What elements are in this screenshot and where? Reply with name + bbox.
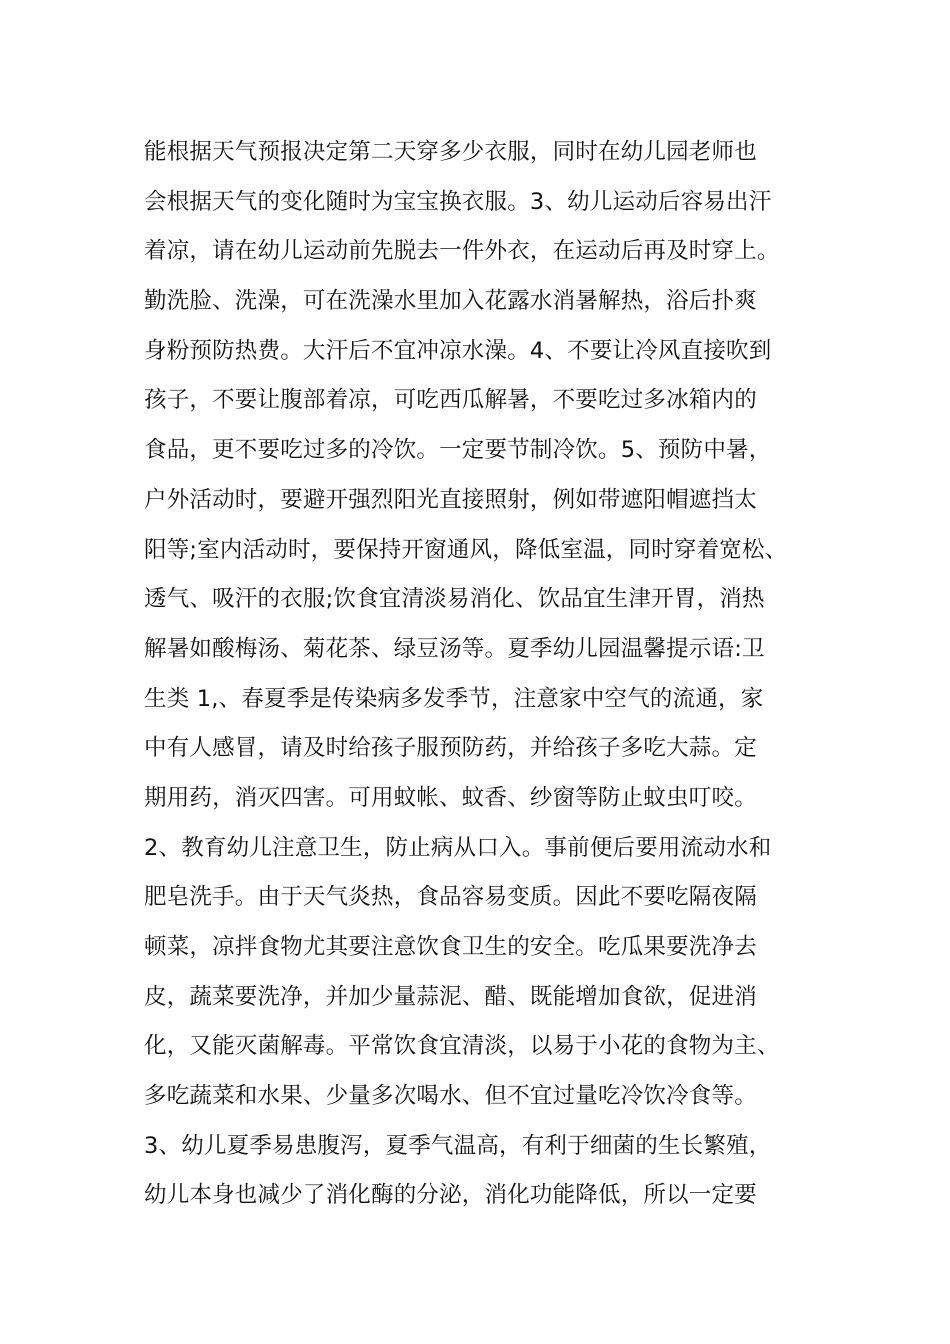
- text-line-13: 中有人感冒，请及时给孩子服预防药，并给孩子多吃大蒜。定: [144, 735, 757, 762]
- text-line-15: 2、教育幼儿注意卫生，防止病从口入。事前便后要用流动水和: [144, 834, 772, 861]
- text-line-9: 阳等;室内活动时，要保持开窗通风，降低室温，同时穿着宽松、: [144, 536, 788, 563]
- text-line-8: 户外活动时，要避开强烈阳光直接照射，例如带遮阳帽遮挡太: [144, 486, 757, 513]
- text-line-21: 3、幼儿夏季易患腹泻，夏季气温高，有利于细菌的生长繁殖，: [144, 1132, 772, 1159]
- text-line-19: 化，又能灭菌解毒。平常饮食宜清淡，以易于小花的食物为主、: [144, 1033, 780, 1060]
- text-line-17: 顿菜，凉拌食物尤其要注意饮食卫生的安全。吃瓜果要洗净去: [144, 934, 757, 960]
- text-line-6: 孩子，不要让腹部着凉，可吃西瓜解暑，不要吃过多冰箱内的: [144, 387, 757, 414]
- text-line-16: 肥皂洗手。由于天气炎热，食品容易变质。因此不要吃隔夜隔: [144, 884, 757, 911]
- text-line-18: 皮，蔬菜要洗净，并加少量蒜泥、醋、既能增加食欲，促进消: [144, 983, 757, 1010]
- text-line-2: 会根据天气的变化随时为宝宝换衣服。3、幼儿运动后容易出汗: [144, 188, 772, 215]
- text-line-5: 身粉预防热费。大汗后不宜冲凉水澡。4、不要让冷风直接吹到: [144, 337, 772, 364]
- text-line-22: 幼儿本身也减少了消化酶的分泌，消化功能降低，所以一定要: [144, 1182, 757, 1209]
- text-line-14: 期用药，消灭四害。可用蚊帐、蚊香、纱窗等防止蚊虫叮咬。: [144, 784, 757, 811]
- text-line-20: 多吃蔬菜和水果、少量多次喝水、但不宜过量吃冷饮冷食等。: [144, 1083, 757, 1110]
- text-line-1: 能根据天气预报决定第二天穿多少衣服，同时在幼儿园老师也: [144, 139, 757, 165]
- text-line-11: 解暑如酸梅汤、菊花茶、绿豆汤等。夏季幼儿园温馨提示语:卫: [144, 635, 765, 662]
- text-line-7: 食品，更不要吃过多的冷饮。一定要节制冷饮。5、预防中暑，: [144, 437, 772, 464]
- body-text: [144, 128, 824, 1221]
- text-line-10: 透气、吸汗的衣服;饮食宜清淡易消化、饮品宜生津开胃，消热: [144, 586, 765, 613]
- text-line-4: 勤洗脸、洗澡，可在洗澡水里加入花露水消暑解热，浴后扑爽: [144, 288, 757, 315]
- text-line-3: 着凉，请在幼儿运动前先脱去一件外衣，在运动后再及时穿上。: [144, 238, 780, 265]
- text-line-12: 生类 1,、春夏季是传染病多发季节，注意家中空气的流通，家: [144, 685, 764, 712]
